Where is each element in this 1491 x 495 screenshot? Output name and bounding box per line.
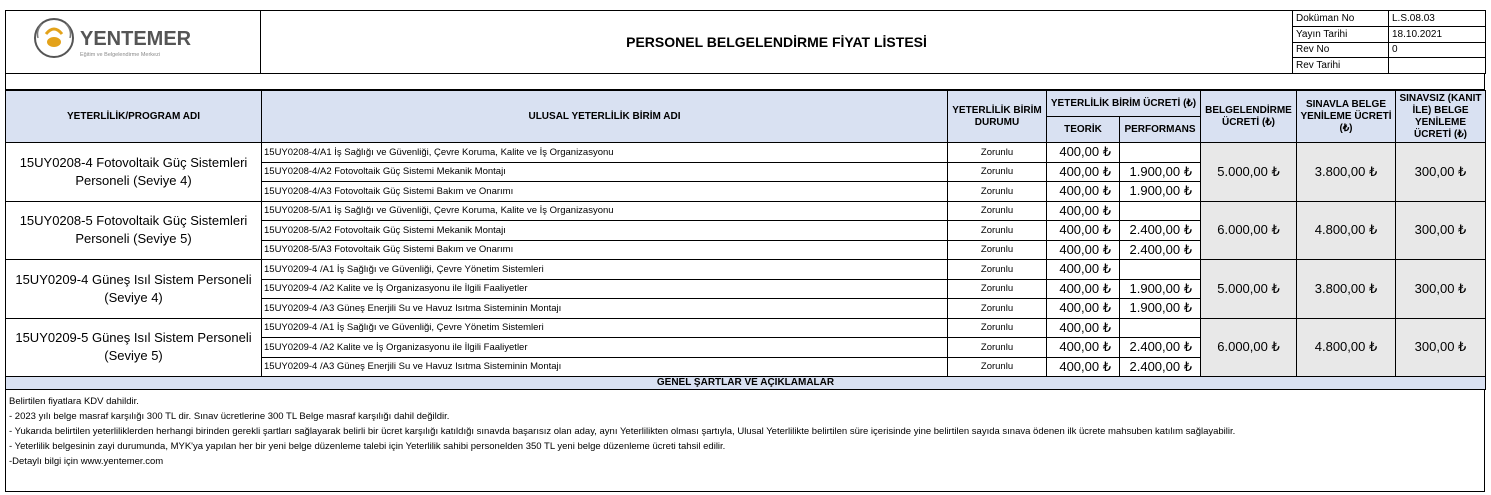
svg-text:YENTEMER: YENTEMER xyxy=(80,27,192,50)
note-line: -Detaylı bilgi için www.yentemer.com xyxy=(9,456,164,467)
meta-value: 0 xyxy=(1389,42,1486,58)
renew-exam-fee: 3.800,00 ₺ xyxy=(1297,143,1396,202)
unit-status: Zorunlu xyxy=(948,240,1047,260)
theory-fee: 400,00 ₺ xyxy=(1047,318,1120,338)
general-notes xyxy=(5,390,1485,492)
performance-fee xyxy=(1120,143,1201,163)
cert-fee: 6.000,00 ₺ xyxy=(1201,318,1297,377)
performance-fee: 1.900,00 ₺ xyxy=(1120,299,1201,319)
program-name: 15UY0209-4 Güneş Isıl Sistem Personeli (Seviye 4) xyxy=(6,260,262,319)
column-header-status: YETERLİLİK BİRİM DURUMU xyxy=(948,91,1047,143)
unit-name: 15UY0208-5/A1 İş Sağlığı ve Güvenliği, Çevre Koruma, Kalite ve İş Organizasyonu xyxy=(262,201,948,221)
unit-status: Zorunlu xyxy=(948,357,1047,377)
document-header xyxy=(5,10,1486,74)
theory-fee: 400,00 ₺ xyxy=(1047,201,1120,221)
column-header-cert-fee: BELGELENDİRME ÜCRETİ (₺) xyxy=(1201,91,1297,143)
unit-status: Zorunlu xyxy=(948,143,1047,163)
theory-fee: 400,00 ₺ xyxy=(1047,182,1120,202)
performance-fee xyxy=(1120,318,1201,338)
column-header-renew-exam: SINAVLA BELGE YENİLEME ÜCRETİ (₺) xyxy=(1297,91,1396,143)
unit-status: Zorunlu xyxy=(948,182,1047,202)
meta-label: Rev Tarihi xyxy=(1293,58,1389,74)
renew-noexam-fee: 300,00 ₺ xyxy=(1396,143,1486,202)
theory-fee: 400,00 ₺ xyxy=(1047,240,1120,260)
unit-status: Zorunlu xyxy=(948,201,1047,221)
column-header-unit: ULUSAL YETERLİLİK BİRİM ADI xyxy=(262,91,948,143)
column-header-theory: TEORİK xyxy=(1047,117,1120,143)
document-title: PERSONEL BELGELENDİRME FİYAT LİSTESİ xyxy=(261,11,1293,74)
note-line: - Yeterlilik belgesinin zayi durumunda, MYK'ya yapılan her bir yeni belge düzenleme talebi için Yeterlilik sahibi personelden 350 TL yeni belge düzenleme ücreti tahsil edilir. xyxy=(9,441,726,452)
renew-noexam-fee: 300,00 ₺ xyxy=(1396,318,1486,377)
program-name: 15UY0208-5 Fotovoltaik Güç Sistemleri Personeli (Seviye 5) xyxy=(6,201,262,260)
unit-name: 15UY0209-4 /A1 İş Sağlığı ve Güvenliği, Çevre Yönetim Sistemleri xyxy=(262,318,948,338)
performance-fee: 1.900,00 ₺ xyxy=(1120,279,1201,299)
performance-fee: 2.400,00 ₺ xyxy=(1120,221,1201,241)
unit-name: 15UY0209-4 /A3 Güneş Enerjili Su ve Havuz Isıtma Sisteminin Montajı xyxy=(262,357,948,377)
unit-status: Zorunlu xyxy=(948,279,1047,299)
unit-name: 15UY0209-4 /A3 Güneş Enerjili Su ve Havuz Isıtma Sisteminin Montajı xyxy=(262,299,948,319)
unit-status: Zorunlu xyxy=(948,299,1047,319)
column-header-program: YETERLİLİK/PROGRAM ADI xyxy=(6,91,262,143)
meta-value: L.S.08.03 xyxy=(1389,11,1486,27)
performance-fee: 2.400,00 ₺ xyxy=(1120,338,1201,358)
theory-fee: 400,00 ₺ xyxy=(1047,279,1120,299)
program-name: 15UY0208-4 Fotovoltaik Güç Sistemleri Personeli (Seviye 4) xyxy=(6,143,262,202)
performance-fee: 1.900,00 ₺ xyxy=(1120,162,1201,182)
performance-fee: 2.400,00 ₺ xyxy=(1120,240,1201,260)
unit-name: 15UY0208-4/A1 İş Sağlığı ve Güvenliği, Çevre Koruma, Kalite ve İş Organizasyonu xyxy=(262,143,948,163)
theory-fee: 400,00 ₺ xyxy=(1047,260,1120,280)
unit-status: Zorunlu xyxy=(948,162,1047,182)
unit-name: 15UY0208-5/A2 Fotovoltaik Güç Sistemi Mekanik Montajı xyxy=(262,221,948,241)
unit-name: 15UY0208-5/A3 Fotovoltaik Güç Sistemi Bakım ve Onarımı xyxy=(262,240,948,260)
unit-name: 15UY0209-4 /A2 Kalite ve İş Organizasyonu ile İlgili Faaliyetler xyxy=(262,279,948,299)
general-conditions-title: GENEL ŞARTLAR VE AÇIKLAMALAR xyxy=(6,377,1486,390)
theory-fee: 400,00 ₺ xyxy=(1047,357,1120,377)
yentemer-logo xyxy=(8,12,248,68)
unit-status: Zorunlu xyxy=(948,338,1047,358)
unit-name: 15UY0209-4 /A2 Kalite ve İş Organizasyonu ile İlgili Faaliyetler xyxy=(262,338,948,358)
performance-fee xyxy=(1120,260,1201,280)
renew-exam-fee: 4.800,00 ₺ xyxy=(1297,201,1396,260)
cert-fee: 5.000,00 ₺ xyxy=(1201,143,1297,202)
renew-noexam-fee: 300,00 ₺ xyxy=(1396,260,1486,319)
unit-status: Zorunlu xyxy=(948,260,1047,280)
unit-status: Zorunlu xyxy=(948,221,1047,241)
meta-label: Yayın Tarihi xyxy=(1293,26,1389,42)
note-line: - Yukarıda belirtilen yeterliliklerden herhangi birinden gerekli şartları sağlayarak belirli bir ücret karşılığı katıldığı sınavda başarısız olan aday, aynı Yeterlilikten olması şartıyla, Ulusal Yeterlilikte belirtilen süre içerisinde yine belirtilen sayıda sınava ödenen ilk ücrete mahsuben katılım sağlayabilir. xyxy=(9,426,1236,437)
spacer-row xyxy=(5,73,1485,90)
price-table xyxy=(5,90,1486,390)
meta-value xyxy=(1389,58,1486,74)
unit-name: 15UY0208-4/A2 Fotovoltaik Güç Sistemi Mekanik Montajı xyxy=(262,162,948,182)
unit-name: 15UY0208-4/A3 Fotovoltaik Güç Sistemi Bakım ve Onarımı xyxy=(262,182,948,202)
unit-name: 15UY0209-4 /A1 İş Sağlığı ve Güvenliği, Çevre Yönetim Sistemleri xyxy=(262,260,948,280)
renew-exam-fee: 3.800,00 ₺ xyxy=(1297,260,1396,319)
meta-value: 18.10.2021 xyxy=(1389,26,1486,42)
theory-fee: 400,00 ₺ xyxy=(1047,338,1120,358)
svg-text:Eğitim ve Belgelendirme Merkez: Eğitim ve Belgelendirme Merkezi xyxy=(80,51,161,58)
theory-fee: 400,00 ₺ xyxy=(1047,299,1120,319)
theory-fee: 400,00 ₺ xyxy=(1047,221,1120,241)
cert-fee: 5.000,00 ₺ xyxy=(1201,260,1297,319)
logo-cell xyxy=(6,11,261,74)
unit-status: Zorunlu xyxy=(948,318,1047,338)
column-header-performance: PERFORMANS xyxy=(1120,117,1201,143)
program-name: 15UY0209-5 Güneş Isıl Sistem Personeli (Seviye 5) xyxy=(6,318,262,377)
column-header-renew-noexam: SINAVSIZ (KANIT İLE) BELGE YENİLEME ÜCRETİ (₺) xyxy=(1396,91,1486,143)
renew-noexam-fee: 300,00 ₺ xyxy=(1396,201,1486,260)
note-line: - 2023 yılı belge masraf karşılığı 300 TL dir. Sınav ücretlerine 300 TL Belge masraf karşılığı dahil değildir. xyxy=(9,411,450,422)
theory-fee: 400,00 ₺ xyxy=(1047,162,1120,182)
note-line: Belirtilen fiyatlara KDV dahildir. xyxy=(9,396,139,407)
meta-label: Doküman No xyxy=(1293,11,1389,27)
performance-fee xyxy=(1120,201,1201,221)
cert-fee: 6.000,00 ₺ xyxy=(1201,201,1297,260)
renew-exam-fee: 4.800,00 ₺ xyxy=(1297,318,1396,377)
performance-fee: 2.400,00 ₺ xyxy=(1120,357,1201,377)
column-header-fee-group: YETERLİLİK BİRİM ÜCRETİ (₺) xyxy=(1047,91,1201,117)
performance-fee: 1.900,00 ₺ xyxy=(1120,182,1201,202)
theory-fee: 400,00 ₺ xyxy=(1047,143,1120,163)
meta-label: Rev No xyxy=(1293,42,1389,58)
